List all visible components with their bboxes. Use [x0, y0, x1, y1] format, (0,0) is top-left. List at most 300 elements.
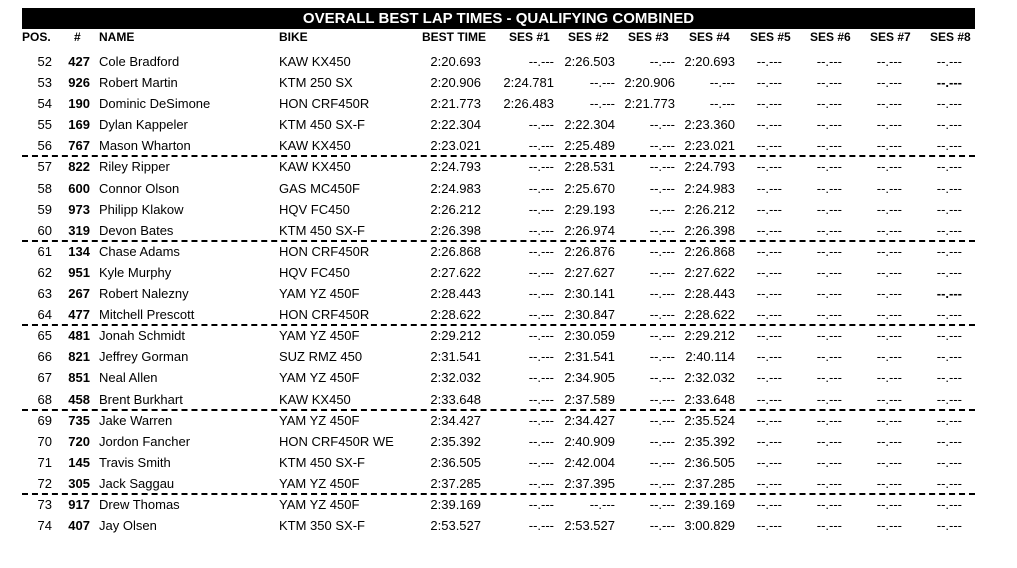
ses1-cell: --.--- — [528, 370, 554, 386]
ses5-cell: --.--- — [756, 159, 782, 175]
results-table — [22, 52, 975, 537]
ses6-cell: --.--- — [816, 117, 842, 133]
best-time-cell: 2:21.773 — [430, 96, 481, 112]
ses4-cell: 2:23.021 — [684, 138, 735, 154]
rider-name: Jack Saggau — [99, 475, 175, 491]
ses6-cell: --.--- — [816, 518, 842, 534]
ses6-cell: --.--- — [816, 370, 842, 386]
ses4-cell: 2:36.505 — [684, 454, 735, 470]
table-row — [22, 453, 975, 474]
ses6-cell: --.--- — [816, 412, 842, 428]
pos-cell: 55 — [37, 117, 52, 133]
rider-name: Devon Bates — [99, 222, 174, 238]
ses3-cell: --.--- — [649, 54, 675, 69]
rider-number: 134 — [68, 243, 90, 259]
ses4-cell: 2:35.392 — [684, 433, 735, 449]
ses8-cell: --.--- — [936, 475, 962, 491]
best-time-cell: 2:24.793 — [430, 159, 481, 175]
rider-number: 190 — [68, 96, 90, 112]
bike-cell: KAW KX450 — [279, 391, 351, 407]
ses1-cell: --.--- — [528, 243, 554, 259]
ses2-cell: 2:30.059 — [564, 328, 615, 344]
ses5-cell: --.--- — [756, 349, 782, 365]
bike-cell: YAM YZ 450F — [279, 328, 360, 344]
best-time-cell: 2:26.398 — [430, 222, 481, 238]
ses4-cell: 2:24.793 — [684, 159, 735, 175]
ses1-cell: --.--- — [528, 222, 554, 238]
ses7-cell: --.--- — [876, 138, 902, 154]
rider-name: Dylan Kappeler — [99, 117, 188, 133]
rider-name: Drew Thomas — [99, 496, 180, 512]
ses3-cell: --.--- — [649, 328, 675, 344]
ses5-cell: --.--- — [756, 138, 782, 154]
ses7-cell: --.--- — [876, 370, 902, 386]
rider-number: 822 — [68, 159, 90, 175]
ses6-cell: --.--- — [816, 201, 842, 217]
column-header-pos: POS. — [22, 30, 51, 44]
ses2-cell: 2:30.847 — [564, 307, 615, 323]
bike-cell: KAW KX450 — [279, 159, 351, 175]
ses8-cell: --.--- — [936, 391, 962, 407]
best-time-cell: 2:31.541 — [430, 349, 481, 365]
ses8-cell: --.--- — [936, 54, 962, 69]
ses5-cell: --.--- — [756, 286, 782, 302]
ses6-cell: --.--- — [816, 180, 842, 196]
rider-name: Neal Allen — [99, 370, 158, 386]
ses6-cell: --.--- — [816, 75, 842, 91]
rider-name: Jeffrey Gorman — [99, 349, 189, 365]
ses8-cell: --.--- — [936, 307, 962, 323]
pos-cell: 65 — [37, 328, 52, 344]
page-title: OVERALL BEST LAP TIMES - QUALIFYING COMBINED — [22, 8, 975, 29]
ses7-cell: --.--- — [876, 201, 902, 217]
rider-number: 917 — [68, 496, 90, 512]
ses4-cell: 2:24.983 — [684, 180, 735, 196]
rider-number: 973 — [68, 201, 90, 217]
pos-cell: 66 — [37, 349, 52, 365]
rider-number: 319 — [68, 222, 90, 238]
ses1-cell: --.--- — [528, 433, 554, 449]
bike-cell: YAM YZ 450F — [279, 475, 360, 491]
pos-cell: 54 — [37, 96, 52, 112]
ses4-cell: 2:26.398 — [684, 222, 735, 238]
bike-cell: KTM 250 SX — [279, 75, 353, 91]
ses2-cell: --.--- — [589, 96, 615, 112]
bike-cell: KTM 450 SX-F — [279, 222, 365, 238]
table-row — [22, 200, 975, 221]
ses8-cell: --.--- — [936, 433, 962, 449]
bike-cell: YAM YZ 450F — [279, 412, 360, 428]
rider-number: 427 — [68, 54, 90, 69]
ses3-cell: --.--- — [649, 159, 675, 175]
ses5-cell: --.--- — [756, 307, 782, 323]
ses3-cell: --.--- — [649, 264, 675, 280]
ses4-cell: 2:35.524 — [684, 412, 735, 428]
rider-number: 481 — [68, 328, 90, 344]
ses7-cell: --.--- — [876, 412, 902, 428]
ses3-cell: --.--- — [649, 412, 675, 428]
rider-name: Jake Warren — [99, 412, 173, 428]
ses4-cell: 2:40.114 — [685, 349, 735, 365]
ses8-cell: --.--- — [936, 370, 962, 386]
ses2-cell: 2:42.004 — [564, 454, 615, 470]
ses4-cell: --.--- — [709, 96, 735, 112]
ses7-cell: --.--- — [876, 391, 902, 407]
ses7-cell: --.--- — [876, 475, 902, 491]
column-header-name: NAME — [99, 30, 135, 44]
ses3-cell: --.--- — [649, 349, 675, 365]
ses5-cell: --.--- — [756, 243, 782, 259]
ses6-cell: --.--- — [816, 307, 842, 323]
pos-cell: 72 — [37, 475, 52, 491]
best-time-cell: 2:33.648 — [430, 391, 481, 407]
ses4-cell: 2:26.212 — [684, 201, 735, 217]
ses2-cell: 2:53.527 — [564, 518, 615, 534]
ses7-cell: --.--- — [876, 328, 902, 344]
table-row — [22, 474, 975, 495]
bike-cell: HQV FC450 — [279, 201, 350, 217]
ses3-cell: --.--- — [649, 243, 675, 259]
column-header-ses1: SES #1 — [509, 30, 550, 44]
ses5-cell: --.--- — [756, 117, 782, 133]
rider-name: Brent Burkhart — [99, 391, 183, 407]
rider-number: 145 — [68, 454, 90, 470]
ses5-cell: --.--- — [756, 54, 782, 69]
ses1-cell: 2:26.483 — [503, 96, 554, 112]
column-header-ses4: SES #4 — [689, 30, 730, 44]
ses8-cell: --.--- — [936, 518, 962, 534]
bike-cell: SUZ RMZ 450 — [279, 349, 363, 365]
ses2-cell: --.--- — [589, 75, 615, 91]
table-row — [22, 221, 975, 242]
rider-number: 477 — [68, 307, 90, 323]
ses2-cell: 2:31.541 — [564, 349, 615, 365]
ses3-cell: --.--- — [649, 117, 675, 133]
ses7-cell: --.--- — [876, 433, 902, 449]
pos-cell: 70 — [37, 433, 52, 449]
ses6-cell: --.--- — [816, 349, 842, 365]
bike-cell: KTM 450 SX-F — [279, 117, 365, 133]
ses2-cell: 2:25.489 — [564, 138, 615, 154]
ses5-cell: --.--- — [756, 328, 782, 344]
ses5-cell: --.--- — [756, 222, 782, 238]
table-row — [22, 73, 975, 94]
table-row — [22, 263, 975, 284]
table-header — [22, 30, 975, 46]
rider-number: 267 — [68, 286, 90, 302]
ses7-cell: --.--- — [876, 307, 902, 323]
ses7-cell: --.--- — [876, 496, 902, 512]
ses3-cell: --.--- — [649, 391, 675, 407]
column-header-best-time: BEST TIME — [422, 30, 487, 44]
ses8-cell: --.--- — [936, 412, 962, 428]
ses1-cell: --.--- — [528, 138, 554, 154]
table-row — [22, 242, 975, 263]
ses5-cell: --.--- — [756, 433, 782, 449]
ses7-cell: --.--- — [876, 286, 902, 302]
ses1-cell: --.--- — [528, 117, 554, 133]
ses5-cell: --.--- — [756, 412, 782, 428]
ses3-cell: --.--- — [649, 222, 675, 238]
best-time-cell: 2:26.212 — [430, 201, 481, 217]
ses1-cell: --.--- — [528, 349, 554, 365]
best-time-cell: 2:20.693 — [430, 54, 481, 69]
ses1-cell: --.--- — [528, 496, 554, 512]
ses2-cell: 2:37.395 — [564, 475, 615, 491]
best-time-cell: 2:34.427 — [430, 412, 481, 428]
ses8-cell: --.--- — [936, 328, 962, 344]
best-time-cell: 2:39.169 — [430, 496, 481, 512]
rider-number: 951 — [68, 264, 90, 280]
ses4-cell: 2:26.868 — [684, 243, 735, 259]
ses8-cell: --.--- — [936, 264, 962, 280]
ses6-cell: --.--- — [816, 159, 842, 175]
rider-name: Riley Ripper — [99, 159, 170, 175]
ses3-cell: --.--- — [649, 518, 675, 534]
ses8-cell: --.--- — [936, 454, 962, 470]
best-time-cell: 2:27.622 — [430, 264, 481, 280]
ses3-cell: --.--- — [649, 180, 675, 196]
ses2-cell: 2:34.427 — [564, 412, 615, 428]
ses2-cell: --.--- — [589, 496, 615, 512]
ses2-cell: 2:37.589 — [564, 391, 615, 407]
ses1-cell: --.--- — [528, 201, 554, 217]
best-time-cell: 2:53.527 — [430, 518, 481, 534]
best-time-cell: 2:29.212 — [430, 328, 481, 344]
bike-cell: HON CRF450R — [279, 243, 370, 259]
ses5-cell: --.--- — [756, 75, 782, 91]
ses8-cell: --.--- — [936, 96, 962, 112]
ses6-cell: --.--- — [816, 454, 842, 470]
ses8-cell: --.--- — [936, 349, 962, 365]
ses7-cell: --.--- — [876, 243, 902, 259]
ses8-cell: --.--- — [936, 117, 962, 133]
rider-name: Dominic DeSimone — [99, 96, 211, 112]
rider-number: 851 — [68, 370, 90, 386]
pos-cell: 73 — [37, 496, 52, 512]
pos-cell: 62 — [37, 264, 52, 280]
pos-cell: 53 — [37, 75, 52, 91]
table-row — [22, 390, 975, 411]
ses2-cell: 2:28.531 — [564, 159, 615, 175]
ses5-cell: --.--- — [756, 96, 782, 112]
ses2-cell: 2:40.909 — [564, 433, 615, 449]
best-time-cell: 2:37.285 — [430, 475, 481, 491]
table-row — [22, 52, 975, 73]
ses1-cell: --.--- — [528, 518, 554, 534]
pos-cell: 52 — [37, 54, 52, 69]
rider-number: 720 — [68, 433, 90, 449]
ses4-cell: 2:33.648 — [684, 391, 735, 407]
ses8-cell: --.--- — [936, 496, 962, 512]
best-time-cell: 2:22.304 — [430, 117, 481, 133]
pos-cell: 58 — [37, 180, 52, 196]
ses7-cell: --.--- — [876, 117, 902, 133]
ses6-cell: --.--- — [816, 286, 842, 302]
best-time-cell: 2:28.443 — [430, 286, 481, 302]
ses5-cell: --.--- — [756, 180, 782, 196]
pos-cell: 61 — [37, 243, 52, 259]
rider-number: 169 — [68, 117, 90, 133]
ses6-cell: --.--- — [816, 496, 842, 512]
rider-name: Jay Olsen — [99, 518, 157, 534]
ses3-cell: --.--- — [649, 370, 675, 386]
best-time-cell: 2:36.505 — [430, 454, 481, 470]
ses6-cell: --.--- — [816, 433, 842, 449]
ses1-cell: --.--- — [528, 328, 554, 344]
ses7-cell: --.--- — [876, 96, 902, 112]
ses7-cell: --.--- — [876, 159, 902, 175]
ses1-cell: --.--- — [528, 286, 554, 302]
rider-name: Connor Olson — [99, 180, 180, 196]
ses7-cell: --.--- — [876, 180, 902, 196]
bike-cell: HON CRF450R — [279, 96, 370, 112]
rider-name: Jordon Fancher — [99, 433, 191, 449]
rider-number: 735 — [68, 412, 90, 428]
ses1-cell: --.--- — [528, 159, 554, 175]
ses2-cell: 2:34.905 — [564, 370, 615, 386]
rider-name: Travis Smith — [99, 454, 171, 470]
ses4-cell: 2:29.212 — [684, 328, 735, 344]
rider-number: 458 — [68, 391, 90, 407]
ses6-cell: --.--- — [816, 222, 842, 238]
table-row — [22, 516, 975, 537]
best-time-cell: 2:32.032 — [430, 370, 481, 386]
ses4-cell: --.--- — [709, 75, 735, 91]
ses8-cell: --.--- — [936, 159, 962, 175]
rider-number: 600 — [68, 180, 90, 196]
ses6-cell: --.--- — [816, 54, 842, 69]
ses7-cell: --.--- — [876, 454, 902, 470]
pos-cell: 63 — [37, 286, 52, 302]
table-row — [22, 115, 975, 136]
bike-cell: YAM YZ 450F — [279, 496, 360, 512]
ses4-cell: 2:23.360 — [684, 117, 735, 133]
pos-cell: 74 — [37, 518, 52, 534]
bike-cell: HQV FC450 — [279, 264, 350, 280]
ses4-cell: 2:20.693 — [684, 54, 735, 69]
rider-number: 305 — [68, 475, 90, 491]
table-row — [22, 368, 975, 389]
column-header-ses7: SES #7 — [870, 30, 911, 44]
ses2-cell: 2:22.304 — [564, 117, 615, 133]
rider-name: Philipp Klakow — [99, 201, 184, 217]
ses1-cell: --.--- — [528, 391, 554, 407]
best-time-cell: 2:35.392 — [430, 433, 481, 449]
ses3-cell: --.--- — [649, 454, 675, 470]
pos-cell: 59 — [37, 201, 52, 217]
ses4-cell: 2:28.443 — [684, 286, 735, 302]
ses6-cell: --.--- — [816, 391, 842, 407]
ses1-cell: 2:24.781 — [503, 75, 554, 91]
ses3-cell: --.--- — [649, 475, 675, 491]
best-time-cell: 2:20.906 — [430, 75, 481, 91]
rider-name: Robert Nalezny — [99, 286, 189, 302]
ses3-cell: 2:20.906 — [624, 75, 675, 91]
pos-cell: 57 — [37, 159, 52, 175]
rider-number: 767 — [68, 138, 90, 154]
bike-cell: KTM 450 SX-F — [279, 454, 365, 470]
rider-number: 821 — [68, 349, 90, 365]
ses8-cell: --.--- — [936, 201, 962, 217]
table-row — [22, 94, 975, 115]
rider-name: Kyle Murphy — [99, 264, 172, 280]
bike-cell: GAS MC450F — [279, 180, 360, 196]
ses6-cell: --.--- — [816, 328, 842, 344]
ses5-cell: --.--- — [756, 370, 782, 386]
table-row — [22, 326, 975, 347]
ses1-cell: --.--- — [528, 264, 554, 280]
ses3-cell: --.--- — [649, 433, 675, 449]
ses5-cell: --.--- — [756, 518, 782, 534]
bike-cell: KAW KX450 — [279, 54, 351, 69]
ses7-cell: --.--- — [876, 349, 902, 365]
pos-cell: 71 — [37, 454, 52, 470]
ses1-cell: --.--- — [528, 454, 554, 470]
ses5-cell: --.--- — [756, 475, 782, 491]
pos-cell: 67 — [37, 370, 52, 386]
ses7-cell: --.--- — [876, 518, 902, 534]
ses3-cell: --.--- — [649, 496, 675, 512]
pos-cell: 64 — [37, 307, 52, 323]
table-row — [22, 136, 975, 157]
rider-name: Jonah Schmidt — [99, 328, 185, 344]
best-time-cell: 2:24.983 — [430, 180, 481, 196]
ses5-cell: --.--- — [756, 201, 782, 217]
ses5-cell: --.--- — [756, 454, 782, 470]
ses3-cell: --.--- — [649, 286, 675, 302]
ses2-cell: 2:26.974 — [564, 222, 615, 238]
rider-name: Cole Bradford — [99, 54, 180, 69]
ses5-cell: --.--- — [756, 264, 782, 280]
ses5-cell: --.--- — [756, 391, 782, 407]
pos-cell: 56 — [37, 138, 52, 154]
ses6-cell: --.--- — [816, 264, 842, 280]
bike-cell: YAM YZ 450F — [279, 286, 360, 302]
ses3-cell: --.--- — [649, 307, 675, 323]
table-row — [22, 157, 975, 178]
rider-name: Chase Adams — [99, 243, 180, 259]
bike-cell: HON CRF450R WE — [279, 433, 394, 449]
table-row — [22, 347, 975, 368]
ses3-cell: 2:21.773 — [624, 96, 675, 112]
ses8-cell: --.--- — [936, 243, 962, 259]
table-row — [22, 179, 975, 200]
table-row — [22, 495, 975, 516]
ses4-cell: 3:00.829 — [684, 518, 735, 534]
bike-cell: YAM YZ 450F — [279, 370, 360, 386]
column-header-ses8: SES #8 — [930, 30, 971, 44]
rider-number: 407 — [68, 518, 90, 534]
ses4-cell: 2:27.622 — [684, 264, 735, 280]
ses8-cell: --.--- — [936, 138, 962, 154]
ses4-cell: 2:28.622 — [684, 307, 735, 323]
column-header-number: # — [74, 30, 81, 44]
ses4-cell: 2:32.032 — [684, 370, 735, 386]
ses7-cell: --.--- — [876, 54, 902, 69]
ses3-cell: --.--- — [649, 138, 675, 154]
rider-name: Mitchell Prescott — [99, 307, 195, 323]
ses6-cell: --.--- — [816, 243, 842, 259]
ses2-cell: 2:25.670 — [564, 180, 615, 196]
pos-cell: 60 — [37, 222, 52, 238]
ses1-cell: --.--- — [528, 54, 554, 69]
bike-cell: KTM 350 SX-F — [279, 518, 365, 534]
ses4-cell: 2:39.169 — [684, 496, 735, 512]
ses8-cell: --.--- — [936, 222, 962, 238]
bike-cell: HON CRF450R — [279, 307, 370, 323]
rider-name: Robert Martin — [99, 75, 178, 91]
